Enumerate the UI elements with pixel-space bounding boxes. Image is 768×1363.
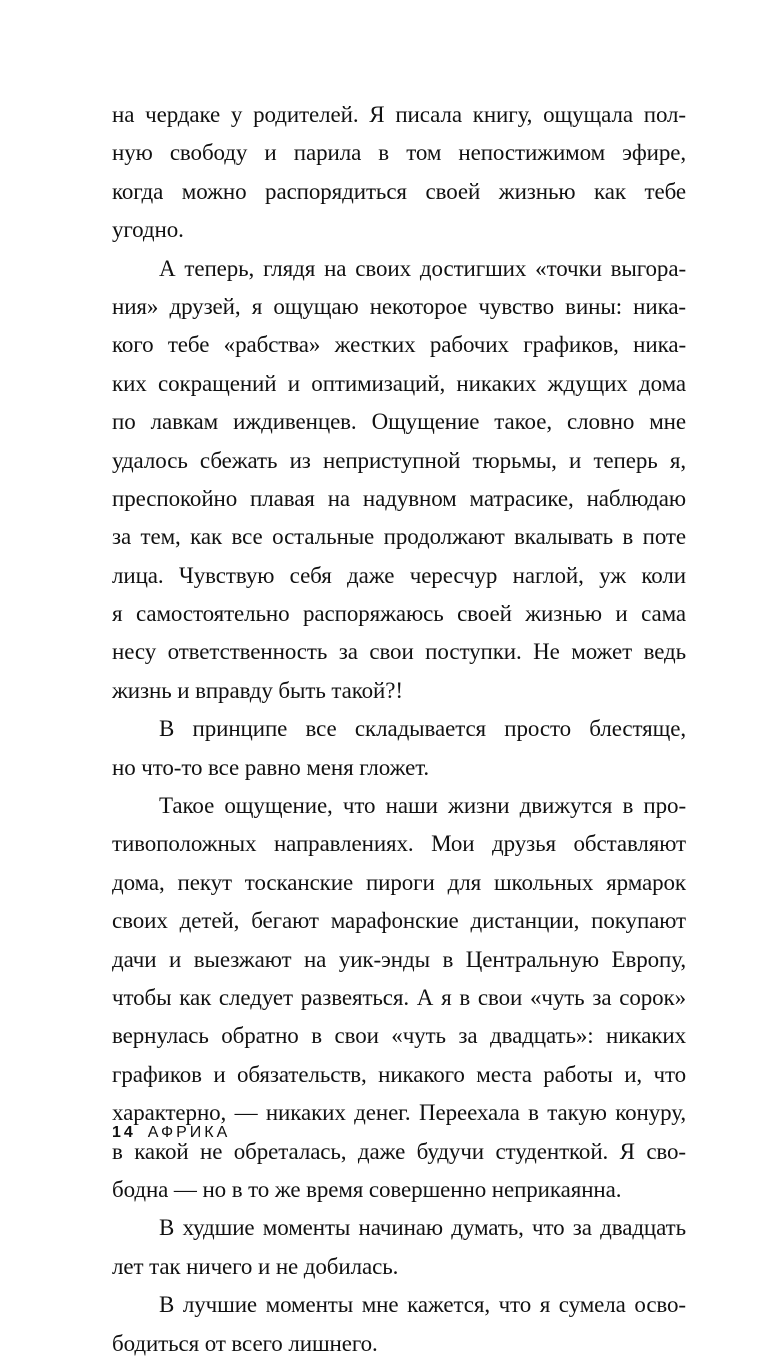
text-line: дома, пекут тосканские пироги для школьных ярмарок: [112, 869, 686, 895]
text-line: преспокойно плавая на надувном матрасике, наблюдаю: [112, 485, 686, 511]
text-line: лет так ничего и не добилась.: [112, 1253, 399, 1279]
text-line: жизнь и вправду быть такой?!: [112, 677, 403, 703]
text-line: когда можно распорядиться своей жизнью как тебе: [112, 178, 686, 204]
text-line: А теперь, глядя на своих достигших «точки выгора-: [159, 255, 686, 281]
text-line: кого тебе «рабства» жестких рабочих графиков, ника-: [112, 332, 686, 358]
text-line: по лавкам иждивенцев. Ощущение такое, словно мне: [112, 409, 686, 435]
running-section-title: АФРИКА: [147, 1124, 231, 1141]
text-line: несу ответственность за свои поступки. Не может ведь: [112, 639, 686, 665]
text-line: я самостоятельно распоряжаюсь своей жизнью и сама: [112, 601, 686, 627]
text-line: удалось сбежать из неприступной тюрьмы, и теперь я,: [112, 447, 686, 473]
text-line: вернулась обратно в свои «чуть за двадцать»: никаких: [112, 1023, 686, 1049]
text-line: на чердаке у родителей. Я писала книгу, ощущала пол-: [112, 102, 686, 127]
text-line: угодно.: [112, 217, 184, 243]
text-line: В принципе все складывается просто блестяще,: [159, 716, 686, 742]
text-line: дачи и выезжают на уик-энды в Центральную Европу,: [112, 946, 686, 972]
body-text: [112, 96, 686, 1363]
page-number: 14: [112, 1124, 136, 1141]
text-line: В лучшие моменты мне кажется, что я сумела осво-: [159, 1292, 686, 1318]
text-line: ную свободу и парила в том непостижимом эфире,: [112, 140, 686, 166]
text-line: в какой не обреталась, даже будучи студенткой. Я сво-: [112, 1138, 686, 1164]
text-line: но что-то все равно меня гложет.: [112, 754, 430, 780]
text-line: лица. Чувствую себя даже чересчур наглой, уж коли: [112, 562, 686, 588]
page-footer: [112, 1124, 230, 1142]
text-line: тивоположных направлениях. Мои друзья обставляют: [112, 831, 686, 857]
text-line: В худшие моменты начинаю думать, что за двадцать: [159, 1215, 686, 1241]
text-line: графиков и обязательств, никакого места работы и, что: [112, 1061, 686, 1087]
text-line: характерно, — никаких денег. Переехала в такую конуру,: [112, 1100, 686, 1126]
text-line: за тем, как все остальные продолжают вкалывать в поте: [112, 524, 686, 550]
text-line: чтобы как следует развеяться. А я в свои «чуть за сорок»: [112, 984, 686, 1010]
text-line: бодна — но в то же время совершенно неприкаянна.: [112, 1176, 622, 1202]
text-line: ния» друзей, я ощущаю некоторое чувство вины: ника-: [112, 293, 686, 319]
text-line: бодиться от всего лишнего.: [112, 1330, 378, 1356]
text-line: ких сокращений и оптимизаций, никаких ждущих дома: [112, 370, 686, 396]
text-line: Такое ощущение, что наши жизни движутся в про-: [159, 793, 686, 819]
text-line: своих детей, бегают марафонские дистанции, покупают: [112, 908, 686, 934]
